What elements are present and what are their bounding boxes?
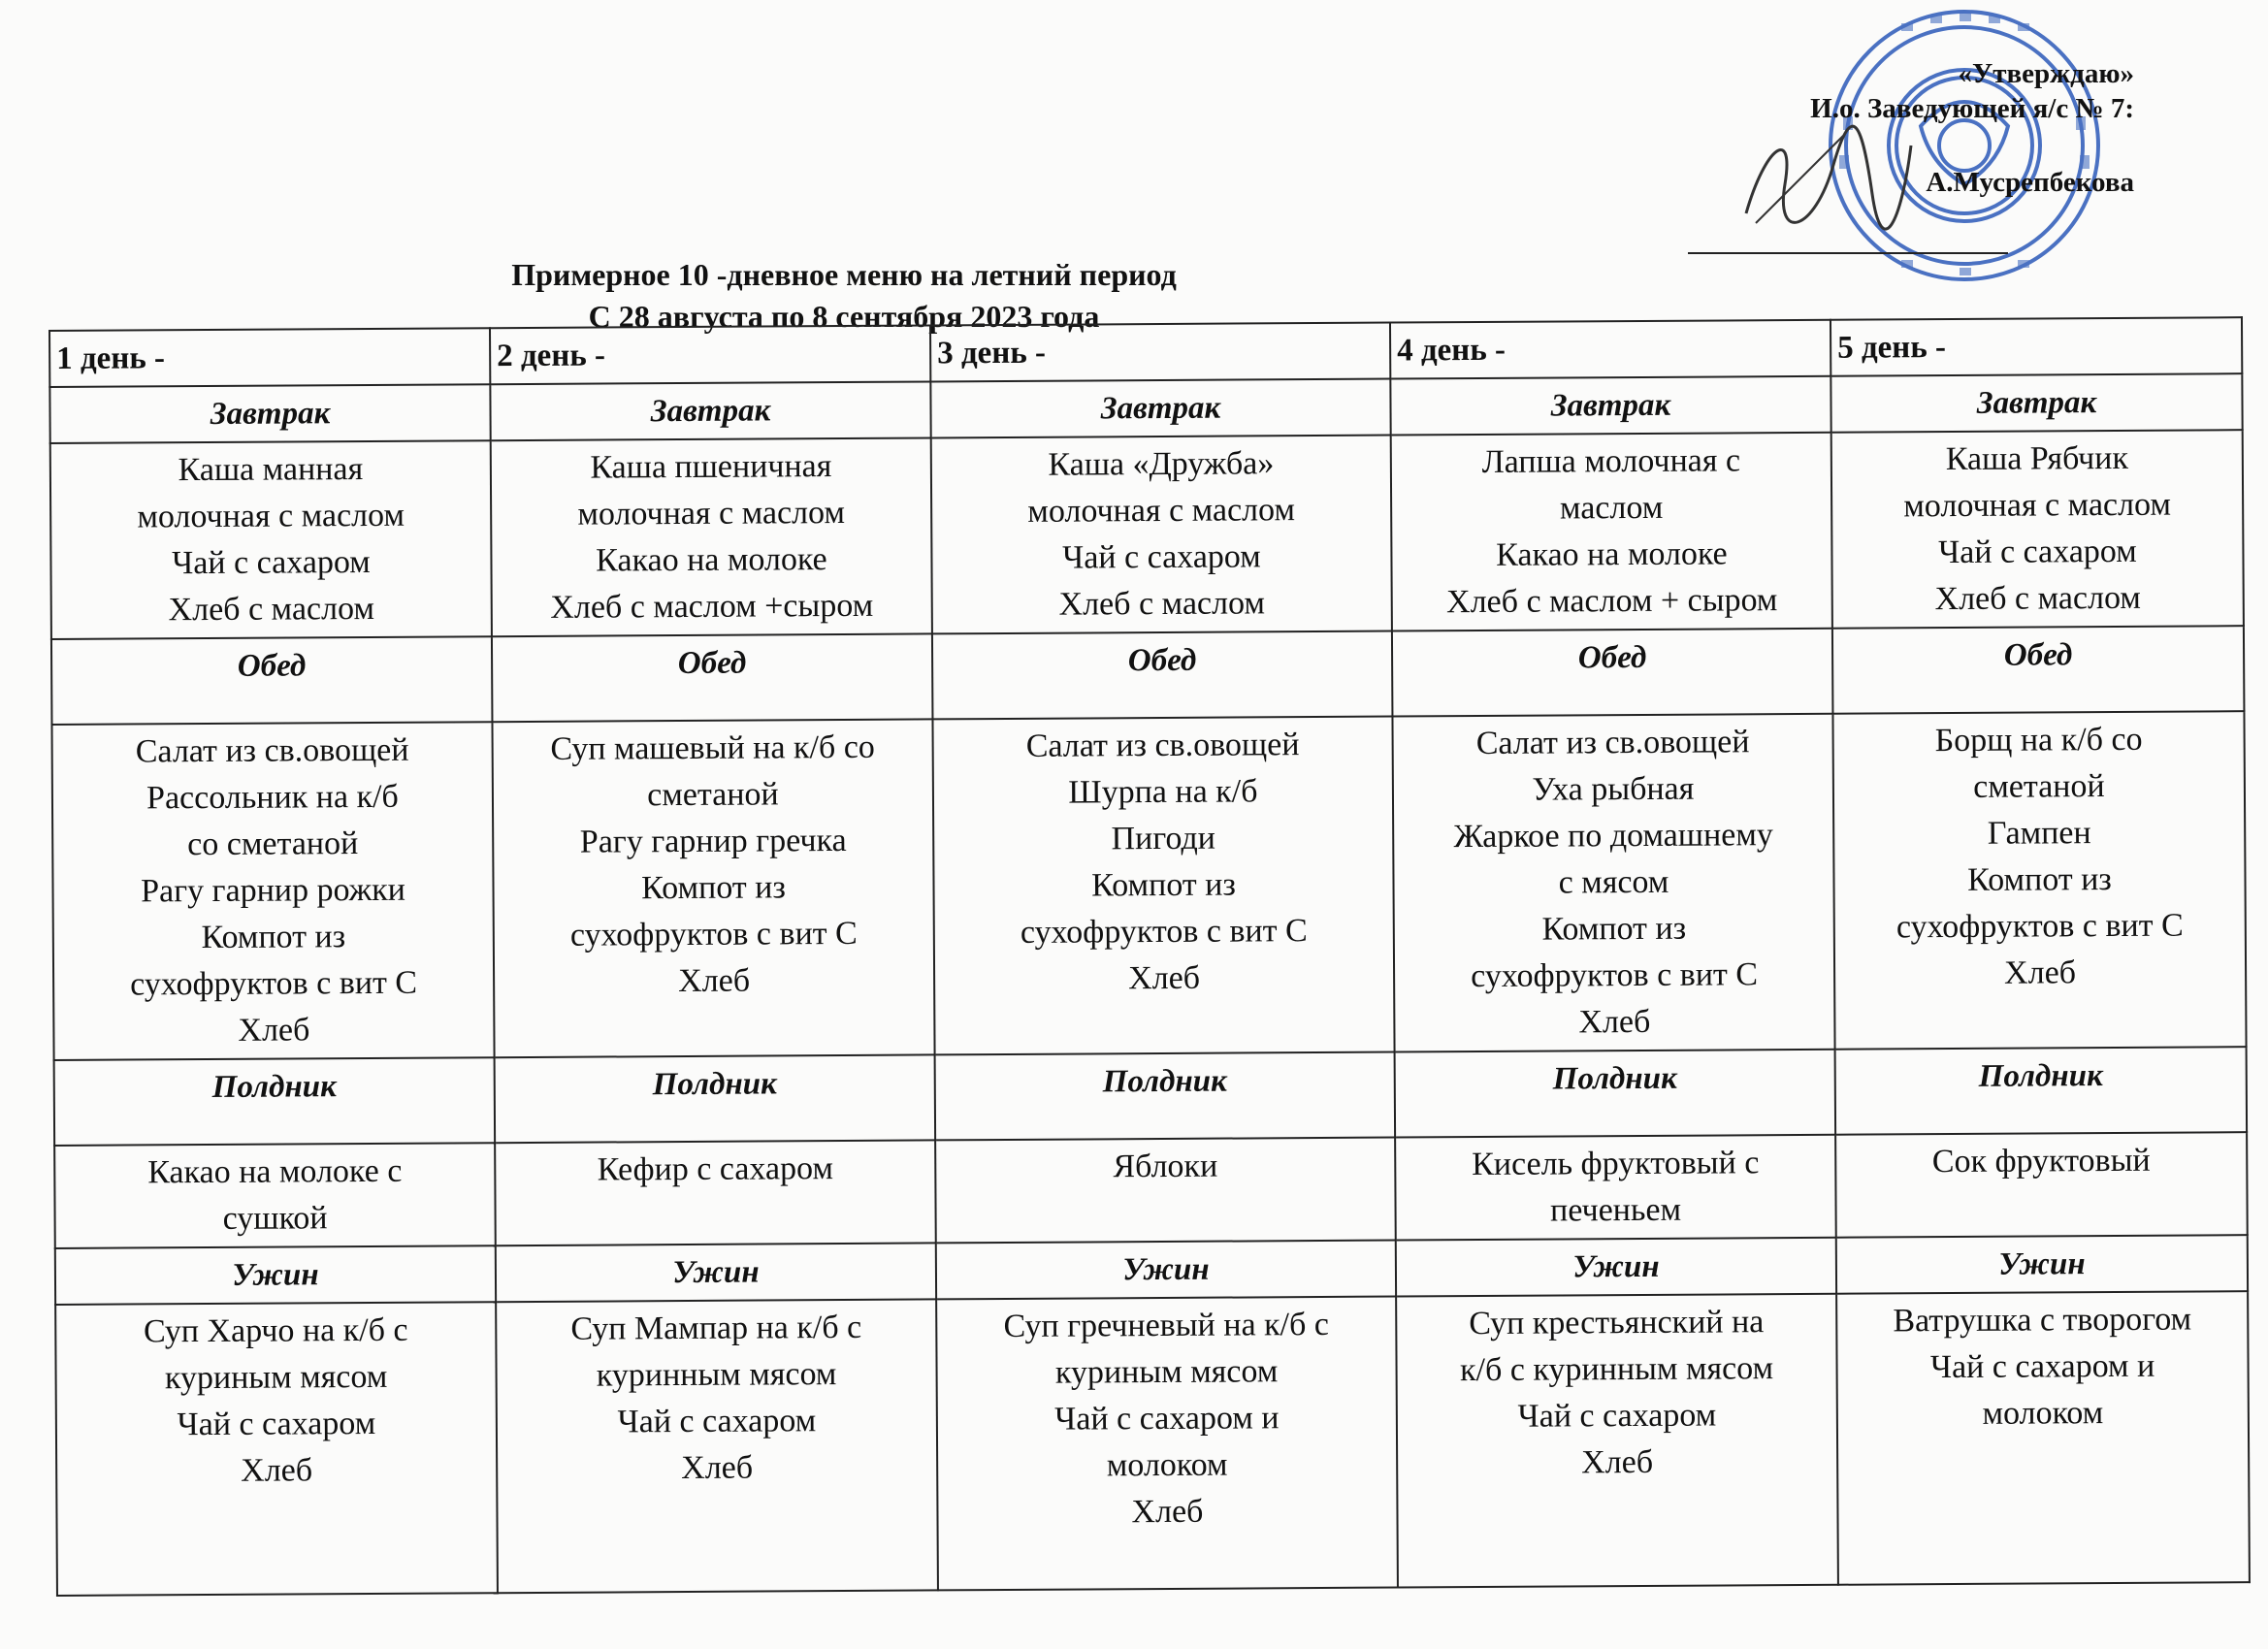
breakfast-cell — [1391, 433, 1832, 631]
menu-item: Хлеб — [238, 1012, 310, 1049]
menu-item: Сок фруктовый — [1931, 1142, 2151, 1180]
dinner-cell — [55, 1302, 498, 1596]
menu-item: Салат из св.овощей — [1475, 724, 1750, 762]
menu-item: Рагу гарнир рожки — [141, 871, 406, 910]
approval-name: А.Мусрепбекова — [1926, 167, 2134, 198]
snack-cell — [1395, 1135, 1836, 1241]
menu-item: Компот из — [201, 919, 346, 956]
menu-item: Рассольник на к/б — [146, 778, 399, 817]
menu-item: молочная с маслом — [1903, 486, 2172, 525]
dinner-label: Ужин — [496, 1243, 936, 1302]
menu-table — [49, 316, 2251, 1597]
menu-item: Хлеб — [2004, 954, 2077, 991]
dinner-cell — [1396, 1294, 1838, 1588]
breakfast-label: Завтрак — [930, 379, 1390, 438]
menu-item: печеньем — [1549, 1191, 1682, 1229]
menu-item: Какао на молоке — [596, 541, 827, 579]
menu-item: Хлеб — [1578, 1003, 1651, 1041]
menu-item: сухофруктов с вит С — [1895, 907, 2184, 946]
menu-item: Кисель фруктовый с — [1472, 1145, 1760, 1183]
menu-item: Уха рыбная — [1532, 770, 1695, 808]
menu-item: Компот из — [1967, 861, 2112, 898]
dinner-cell — [1836, 1291, 2250, 1585]
menu-item: молоком — [1982, 1395, 2104, 1432]
menu-item: куриным мясом — [1054, 1353, 1279, 1391]
lunch-header-row — [51, 626, 2244, 725]
lunch-label: Обед — [1832, 626, 2245, 714]
snack-label: Полдник — [495, 1054, 936, 1143]
menu-item: Суп гречневый на к/б с — [1003, 1306, 1330, 1345]
snack-cell — [935, 1138, 1396, 1244]
approval-title: «Утверждаю» — [1958, 58, 2134, 89]
dinner-cell — [936, 1297, 1398, 1591]
dinner-label: Ужин — [55, 1245, 496, 1305]
menu-item: Хлеб с маслом + сыром — [1445, 582, 1778, 621]
menu-item: сухофруктов с вит С — [130, 964, 418, 1003]
menu-item: Чай с сахаром — [172, 543, 371, 582]
day-header: 2 день - — [490, 325, 930, 384]
menu-item: Каша манная — [178, 451, 364, 489]
menu-item: молоком — [1106, 1446, 1228, 1484]
menu-item: Гампен — [1987, 815, 2091, 852]
menu-item: Компот из — [641, 869, 786, 907]
day-header: 4 день - — [1390, 320, 1831, 379]
menu-item: Чай с сахаром — [1517, 1397, 1717, 1435]
menu-item: сухофруктов с вит С — [1020, 913, 1308, 951]
breakfast-items-row — [50, 430, 2244, 639]
menu-item: Чай с сахаром — [1938, 533, 2137, 571]
menu-item: Хлеб с маслом — [1058, 585, 1266, 623]
page-subtitle: С 28 августа по 8 сентября 2023 года — [588, 299, 1100, 334]
menu-item: молочная с маслом — [1027, 492, 1296, 530]
menu-item: Хлеб с маслом — [1934, 579, 2141, 618]
menu-item: Каша «Дружба» — [1048, 445, 1275, 483]
breakfast-cell — [491, 437, 932, 636]
day-header: 3 день - — [930, 323, 1390, 382]
snack-header-row — [54, 1047, 2247, 1146]
lunch-cell — [932, 717, 1394, 1055]
menu-item: куринным мясом — [596, 1356, 837, 1394]
menu-item: Суп машевый на к/б со — [550, 728, 875, 767]
menu-item: Суп Мампар на к/б с — [570, 1309, 862, 1347]
menu-item: Хлеб — [1128, 959, 1201, 997]
signature-line — [1688, 252, 2008, 254]
menu-item: Чай с сахаром и — [1929, 1347, 2155, 1386]
menu-item: Хлеб — [678, 962, 751, 1000]
menu-item: Каша пшеничная — [590, 448, 832, 486]
lunch-label: Обед — [492, 633, 933, 722]
menu-item: Хлеб — [241, 1452, 313, 1489]
page-title: Примерное 10 -дневное меню на летний период — [511, 257, 1177, 292]
menu-item: Шурпа на к/б — [1068, 773, 1258, 811]
lunch-cell — [1832, 711, 2246, 1050]
lunch-label: Обед — [932, 631, 1393, 720]
menu-item: Компот из — [1541, 910, 1687, 948]
menu-item: Пигоди — [1111, 820, 1216, 857]
lunch-cell — [1392, 714, 1834, 1052]
menu-item: куриным мясом — [164, 1358, 388, 1397]
menu-item: молочная с маслом — [577, 494, 846, 533]
snack-items-row — [54, 1132, 2248, 1248]
day-header: 5 день - — [1831, 317, 2242, 376]
breakfast-label: Завтрак — [49, 384, 490, 443]
menu-item: с мясом — [1558, 863, 1669, 901]
approval-position: И.о. Заведующей я/с № 7: — [1810, 93, 2134, 124]
menu-item: сухофруктов с вит С — [569, 915, 858, 954]
menu-item: Какао на молоке — [1496, 535, 1728, 573]
menu-item: маслом — [1559, 489, 1664, 527]
menu-item: Хлеб — [1581, 1443, 1654, 1481]
breakfast-label: Завтрак — [1390, 376, 1831, 436]
snack-cell — [54, 1143, 496, 1248]
menu-item: к/б с куринным мясом — [1459, 1350, 1774, 1389]
menu-item: Ватрушка с творогом — [1893, 1301, 2192, 1340]
menu-item: Салат из св.овощей — [1025, 727, 1300, 764]
approval-block — [1649, 50, 2134, 225]
breakfast-cell — [931, 436, 1392, 634]
menu-item: сметаной — [647, 776, 779, 814]
menu-item: Какао на молоке с — [147, 1152, 403, 1191]
menu-item: Хлеб — [681, 1449, 754, 1487]
snack-label: Полдник — [1835, 1047, 2248, 1135]
menu-item: Чай с сахаром — [177, 1405, 376, 1443]
menu-item: Хлеб с маслом — [168, 590, 375, 629]
menu-item: Хлеб с маслом +сыром — [550, 587, 874, 626]
menu-item: сушкой — [222, 1200, 328, 1237]
menu-item: Рагу гарнир гречка — [579, 822, 847, 860]
menu-item: Чай с сахаром — [1062, 538, 1261, 576]
snack-label: Полдник — [1395, 1050, 1836, 1138]
menu-item: Чай с сахаром — [617, 1403, 817, 1440]
lunch-cell — [51, 722, 494, 1060]
menu-item: Суп крестьянский на — [1469, 1304, 1765, 1342]
snack-label: Полдник — [935, 1052, 1396, 1141]
menu-item: Борщ на к/б со — [1934, 721, 2143, 760]
lunch-label: Обед — [51, 636, 493, 725]
menu-item: Лапша молочная с — [1481, 442, 1741, 480]
menu-item: Компот из — [1091, 866, 1236, 904]
menu-item: со сметаной — [187, 825, 359, 863]
dinner-items-row — [55, 1291, 2250, 1596]
menu-item: Суп Харчо на к/б с — [143, 1311, 408, 1350]
menu-item: сметаной — [1973, 768, 2105, 805]
menu-item: Жаркое по домашнему — [1453, 817, 1773, 856]
snack-cell — [1835, 1132, 2248, 1238]
dinner-label: Ужин — [1836, 1235, 2248, 1294]
dinner-label: Ужин — [936, 1241, 1396, 1300]
lunch-label: Обед — [1392, 629, 1833, 717]
menu-item: Салат из св.овощей — [135, 731, 409, 770]
dinner-cell — [496, 1299, 938, 1593]
menu-item: Кефир с сахаром — [597, 1150, 834, 1188]
lunch-cell — [492, 719, 934, 1057]
snack-cell — [495, 1140, 936, 1245]
snack-label: Полдник — [54, 1057, 496, 1146]
menu-item: Яблоки — [1113, 1148, 1218, 1185]
breakfast-label: Завтрак — [1831, 373, 2242, 433]
breakfast-cell — [1831, 430, 2244, 629]
day-header: 1 день - — [49, 328, 490, 387]
menu-item: Каша Рябчик — [1945, 439, 2129, 478]
breakfast-cell — [50, 440, 492, 639]
menu-item: Чай с сахаром и — [1054, 1400, 1280, 1438]
breakfast-label: Завтрак — [490, 381, 930, 440]
lunch-items-row — [51, 711, 2246, 1060]
menu-item: Хлеб — [1131, 1493, 1204, 1531]
menu-item: молочная с маслом — [137, 497, 405, 535]
menu-item: сухофруктов с вит С — [1471, 956, 1759, 995]
dinner-label: Ужин — [1396, 1238, 1836, 1297]
